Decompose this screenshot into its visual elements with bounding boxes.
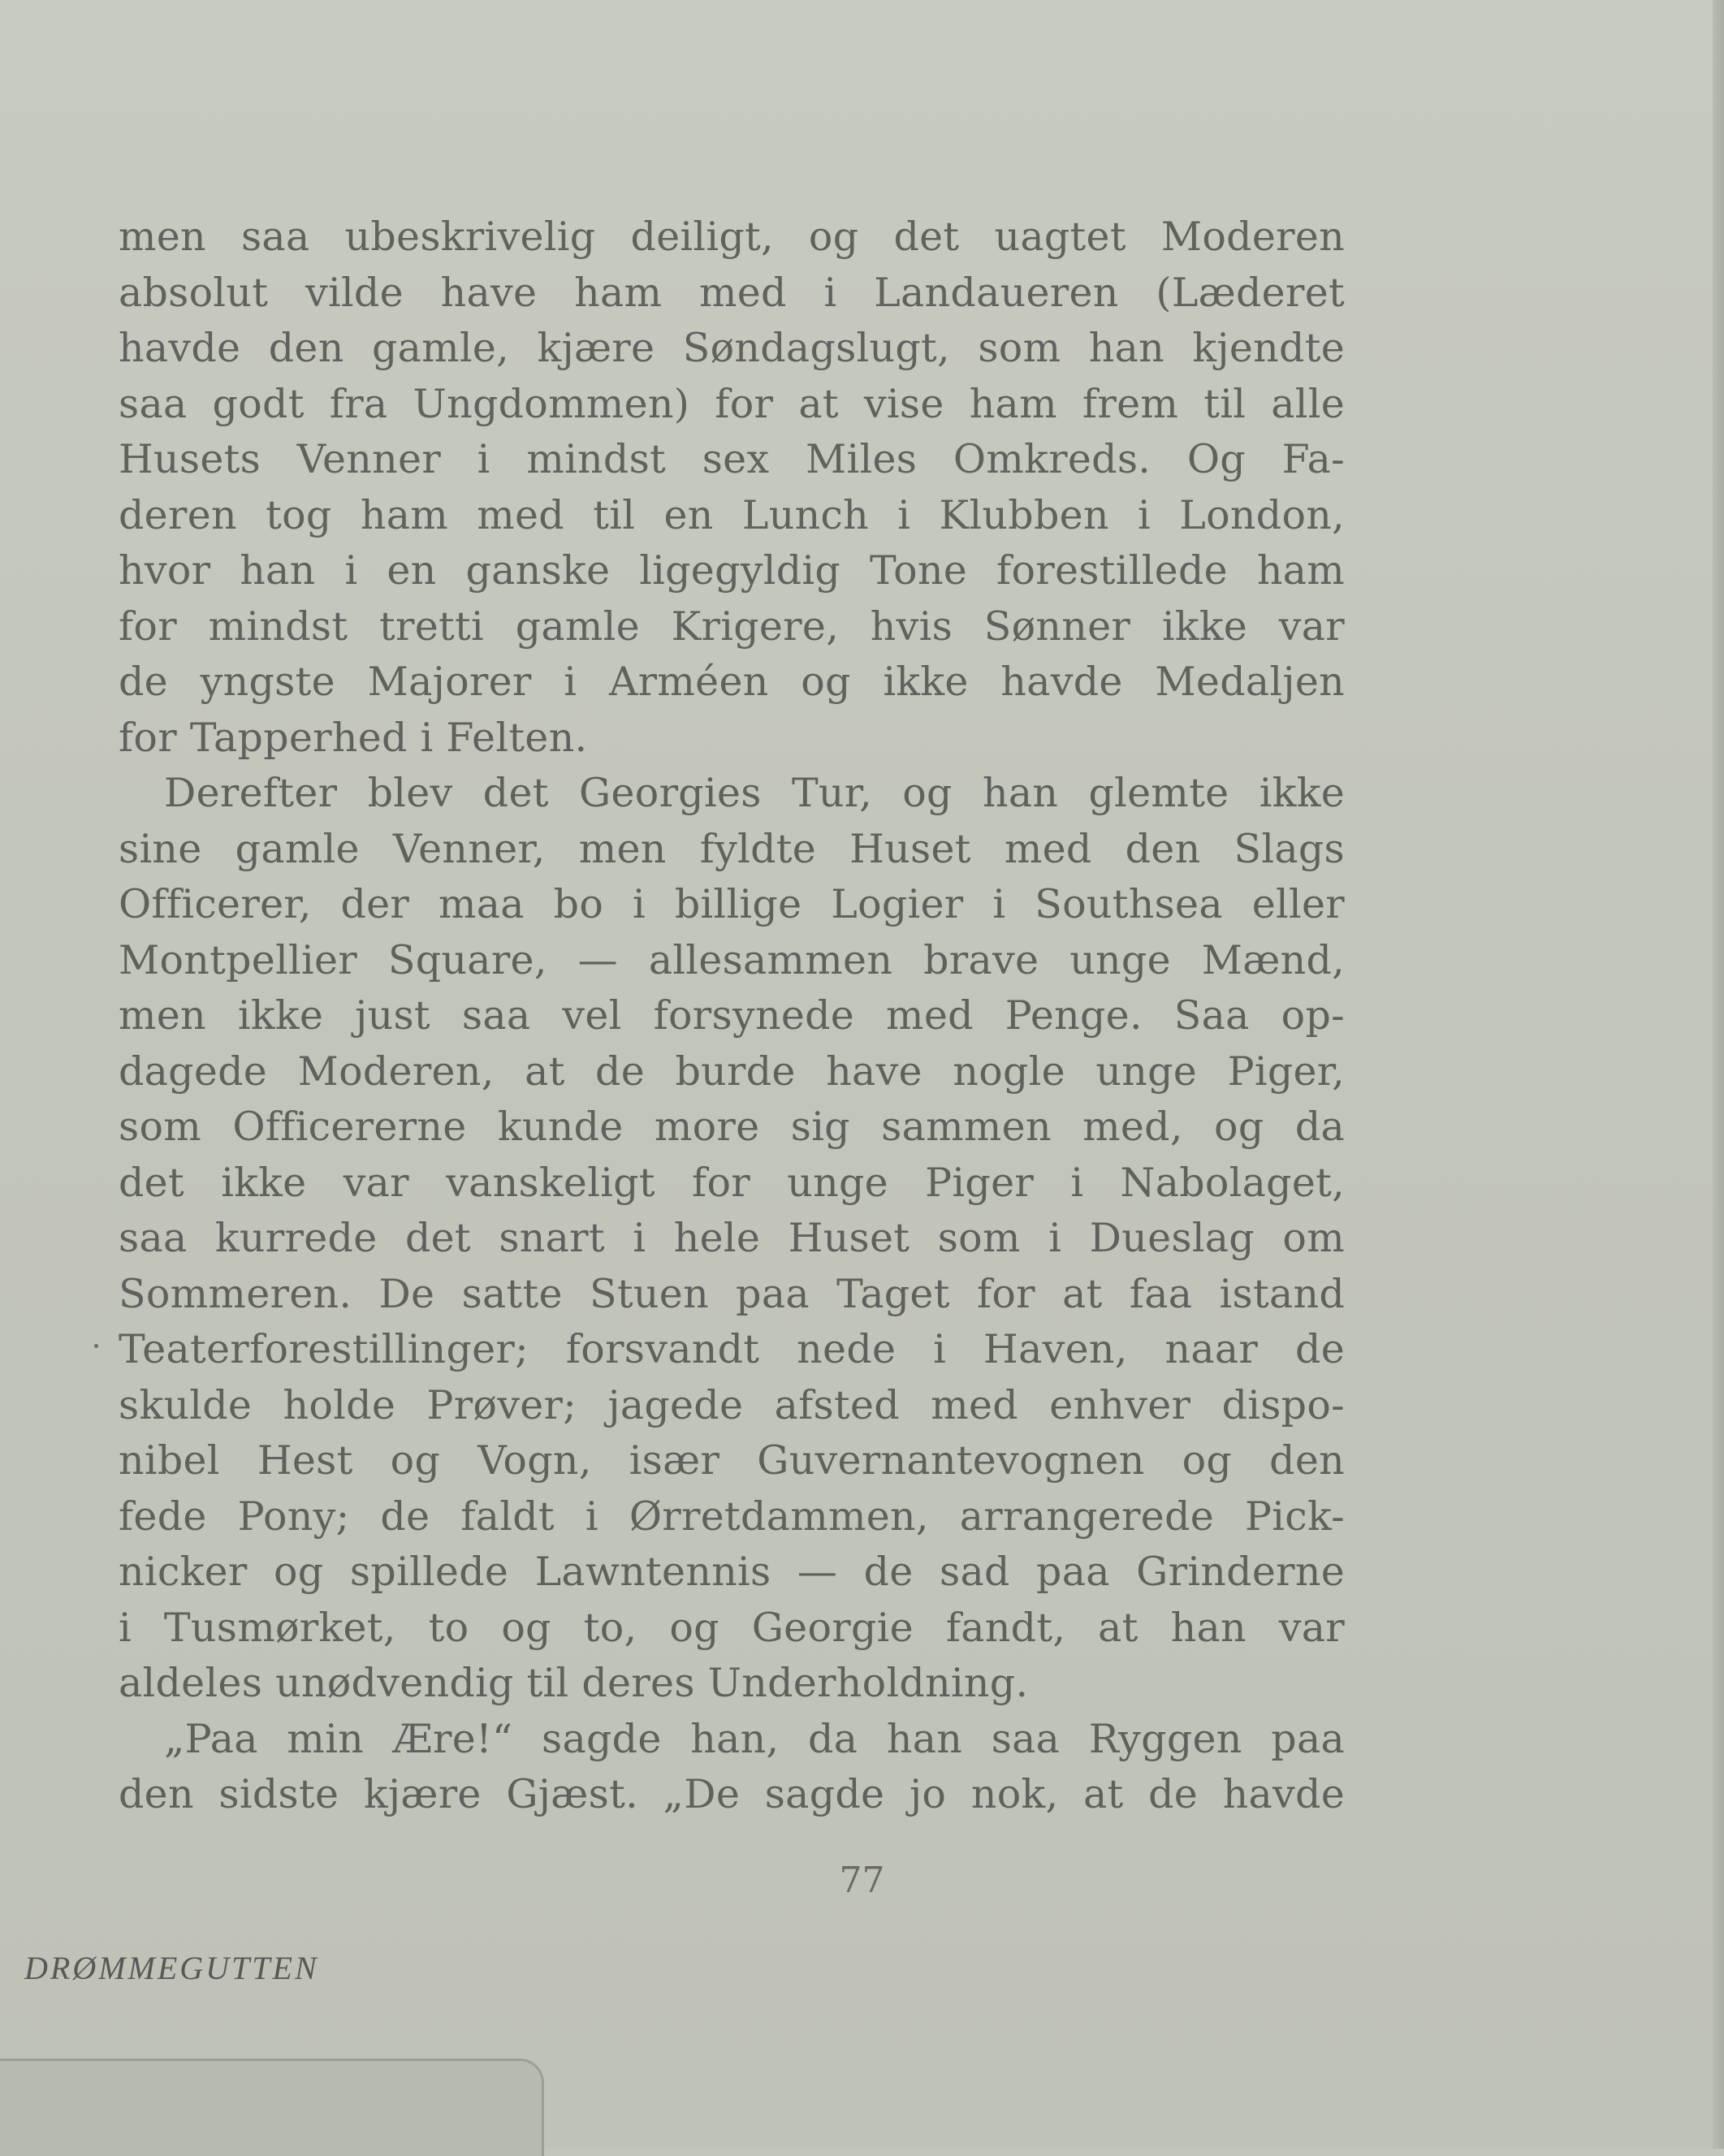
- text-line: „Paa min Ære!“ sagde han, da han saa Ryggen paa: [164, 1715, 1345, 1762]
- text-line: det ikke var vanskeligt for unge Piger i Nabolaget,: [119, 1159, 1345, 1206]
- text-line: den sidste kjære Gjæst. „De sagde jo nok, at de havde: [119, 1771, 1345, 1817]
- text-line: skulde holde Prøver; jagede afsted med enhver dispo-: [119, 1381, 1345, 1428]
- page-number: 77: [839, 1860, 885, 1901]
- text-line: havde den gamle, kjære Søndagslugt, som han kjendte: [119, 325, 1345, 371]
- text-line: i Tusmørket, to og to, og Georgie fandt, at han var: [119, 1604, 1345, 1651]
- text-line: dagede Moderen, at de burde have nogle unge Piger,: [119, 1048, 1345, 1095]
- paper-slip: [0, 2059, 544, 2156]
- text-line: for mindst tretti gamle Krigere, hvis Sønner ikke var: [119, 603, 1345, 650]
- text-line: men ikke just saa vel forsynede med Penge. Saa op-: [119, 992, 1345, 1039]
- text-line: deren tog ham med til en Lunch i Klubben i London,: [119, 491, 1345, 538]
- page-edge: [1713, 0, 1724, 2149]
- text-line: Sommeren. De satte Stuen paa Taget for at faa istand: [119, 1270, 1345, 1317]
- text-line: saa kurrede det snart i hele Huset som i Dueslag om: [119, 1215, 1345, 1261]
- text-line: Derefter blev det Georgies Tur, og han glemte ikke: [164, 770, 1345, 816]
- text-line: men saa ubeskrivelig deiligt, og det uagtet Moderen: [119, 214, 1345, 260]
- text-line: nicker og spillede Lawntennis — de sad paa Grinderne: [119, 1549, 1345, 1595]
- text-line: nibel Hest og Vogn, især Guvernantevognen og den: [119, 1437, 1345, 1484]
- book-title-signature: DRØMMEGUTTEN: [24, 1950, 319, 1986]
- text-line: fede Pony; de faldt i Ørretdammen, arrangerede Pick-: [119, 1493, 1345, 1540]
- body-text: [119, 210, 1345, 1823]
- text-line: sine gamle Venner, men fyldte Huset med den Slags: [119, 825, 1345, 872]
- text-line: Husets Venner i mindst sex Miles Omkreds. Og Fa-: [119, 436, 1345, 482]
- text-line: Teaterforestillinger; forsvandt nede i Haven, naar de: [119, 1326, 1345, 1372]
- text-line: Officerer, der maa bo i billige Logier i Southsea eller: [119, 881, 1345, 927]
- text-line: hvor han i en ganske ligegyldig Tone forestillede ham: [119, 547, 1345, 594]
- text-line: aldeles unødvendig til deres Underholdning.: [119, 1660, 1029, 1706]
- text-line: saa godt fra Ungdommen) for at vise ham frem til alle: [119, 380, 1345, 427]
- ink-speck: [94, 1344, 98, 1348]
- text-line: de yngste Majorer i Arméen og ikke havde Medaljen: [119, 659, 1345, 705]
- text-line: for Tapperhed i Felten.: [119, 714, 588, 761]
- text-line: Montpellier Square, — allesammen brave unge Mænd,: [119, 936, 1345, 983]
- text-line: absolut vilde have ham med i Landaueren (Læderet: [119, 269, 1345, 316]
- text-line: som Officererne kunde more sig sammen med, og da: [119, 1104, 1345, 1150]
